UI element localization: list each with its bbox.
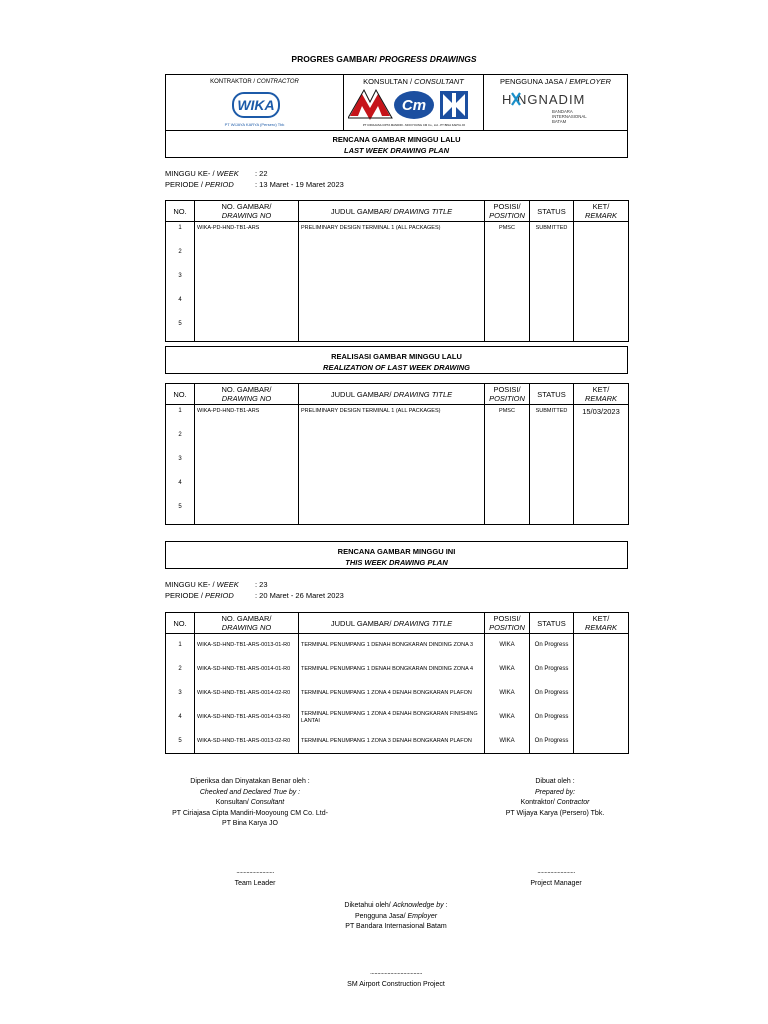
cell-title: PRELIMINARY DESIGN TERMINAL 1 (ALL PACKAGES)	[299, 405, 485, 429]
table-row	[166, 634, 629, 658]
cell-title	[299, 501, 485, 525]
cell-drawing-no	[195, 429, 299, 453]
svg-text:WIKA: WIKA	[237, 97, 275, 113]
table-row	[166, 246, 629, 270]
col-position: POSISI/ POSITION	[485, 201, 530, 222]
cell-position	[485, 294, 530, 318]
cell-drawing-no: WIKA-PD-HND-TB1-ARS	[195, 222, 299, 246]
col-no: NO.	[166, 384, 195, 405]
cell-position	[485, 501, 530, 525]
table-row	[166, 658, 629, 682]
consultant-sub: PT CIRIAJASA CIPTA MANDIRI - MOOYOUNG CM Co., Ltd - PT BINA KARYA JO	[362, 123, 466, 127]
table-row	[166, 222, 629, 246]
cell-remark	[574, 477, 629, 501]
table-row	[166, 706, 629, 730]
cell-position	[485, 270, 530, 294]
col-position: POSISI/ POSITION	[485, 613, 530, 634]
consultant-logos	[348, 88, 480, 122]
cell-status: SUBMITTED	[530, 222, 574, 246]
this-week-banner: RENCANA GAMBAR MINGGU INI THIS WEEK DRAWING PLAN	[165, 541, 628, 569]
cell-title: TERMINAL PENUMPANG 1 ZONA 3 DENAH BONGKARAN PLAFON	[299, 730, 485, 754]
cell-no: 1	[166, 634, 195, 658]
cell-status	[530, 318, 574, 342]
cell-remark	[574, 634, 629, 658]
sm-signature-line: ....................................	[369, 969, 422, 976]
cell-remark	[574, 429, 629, 453]
cell-title	[299, 429, 485, 453]
cell-remark	[574, 294, 629, 318]
binakarya-logo-icon	[440, 91, 468, 119]
cell-status: On Progress	[530, 634, 574, 658]
cell-drawing-no	[195, 246, 299, 270]
col-title: JUDUL GAMBAR/ DRAWING TITLE	[299, 613, 485, 634]
cell-no: 2	[166, 246, 195, 270]
cell-status	[530, 477, 574, 501]
team-leader-label: Team Leader	[234, 880, 276, 887]
cell-remark	[574, 501, 629, 525]
table-row	[166, 453, 629, 477]
col-remark: KET/ REMARK	[574, 384, 629, 405]
cell-status	[530, 453, 574, 477]
sm-label: SM Airport Construction Project	[347, 981, 445, 988]
cell-position: WIKA	[485, 634, 530, 658]
cell-remark	[574, 246, 629, 270]
cell-position: WIKA	[485, 730, 530, 754]
cell-no: 4	[166, 477, 195, 501]
cell-status: On Progress	[530, 658, 574, 682]
cell-no: 5	[166, 318, 195, 342]
cell-status: On Progress	[530, 706, 574, 730]
col-no: NO.	[166, 613, 195, 634]
cell-drawing-no: WIKA-PD-HND-TB1-ARS	[195, 405, 299, 429]
this-week-plan-table	[165, 612, 629, 754]
cell-no: 2	[166, 429, 195, 453]
cell-drawing-no: WIKA-SD-HND-TB1-ARS-0013-02-R0	[195, 730, 299, 754]
cell-drawing-no: WIKA-SD-HND-TB1-ARS-0013-01-R0	[195, 634, 299, 658]
consultant-label: KONSULTAN / CONSULTANT	[363, 77, 464, 86]
cell-status	[530, 429, 574, 453]
cell-no: 4	[166, 706, 195, 730]
employer-sub: BANDARA INTERNASIONAL BATAM	[552, 109, 587, 124]
cell-position: WIKA	[485, 706, 530, 730]
cell-remark	[574, 706, 629, 730]
cell-remark	[574, 658, 629, 682]
cell-position	[485, 429, 530, 453]
cell-no: 1	[166, 222, 195, 246]
cell-title: TERMINAL PENUMPANG 1 ZONA 4 DENAH BONGKARAN FINISHING LANTAI	[299, 706, 485, 730]
cell-position	[485, 453, 530, 477]
table-header-row	[166, 384, 629, 405]
cell-remark: 15/03/2023	[574, 405, 629, 429]
checked-by-block: Diperiksa dan Dinyatakan Benar oleh : Checked and Declared True by : Konsultan/ Consultant PT Ciriajasa Cipta Mandiri-Mooyoung CM Co. Ltd- PT Bina Karya JO	[172, 778, 328, 827]
cell-drawing-no	[195, 270, 299, 294]
table-header-row	[166, 613, 629, 634]
cell-position	[485, 246, 530, 270]
cell-no: 3	[166, 682, 195, 706]
cell-no: 4	[166, 294, 195, 318]
cell-title: TERMINAL PENUMPANG 1 DENAH BONGKARAN DINDING ZONA 4	[299, 658, 485, 682]
project-manager-signature-line: ..........................	[537, 868, 575, 875]
prepared-by-block: Dibuat oleh : Prepared by: Kontraktor/ Contractor PT Wijaya Karya (Persero) Tbk.	[505, 778, 605, 817]
cell-status	[530, 246, 574, 270]
table-row	[166, 270, 629, 294]
cell-no: 3	[166, 453, 195, 477]
cell-title: TERMINAL PENUMPANG 1 DENAH BONGKARAN DINDING ZONA 3	[299, 634, 485, 658]
cell-drawing-no	[195, 318, 299, 342]
contractor-cell	[166, 75, 344, 131]
table-row	[166, 405, 629, 429]
table-header-row	[166, 201, 629, 222]
realization-banner: REALISASI GAMBAR MINGGU LALU REALIZATION OF LAST WEEK DRAWING	[165, 346, 628, 374]
employer-cell	[484, 75, 627, 131]
hangnadim-logo	[502, 91, 612, 107]
employer-label: PENGGUNA JASA / EMPLOYER	[500, 77, 611, 86]
contractor-sub: PT WIJAYA KARYA (Persero) Tbk	[224, 122, 285, 127]
cell-remark	[574, 318, 629, 342]
cell-remark	[574, 270, 629, 294]
last-week-plan-table	[165, 200, 629, 342]
cell-drawing-no	[195, 294, 299, 318]
cell-position	[485, 477, 530, 501]
cell-status	[530, 270, 574, 294]
cell-position: PMSC	[485, 222, 530, 246]
cell-position: PMSC	[485, 405, 530, 429]
consultant-cell	[344, 75, 484, 131]
last-week-plan-header: RENCANA GAMBAR MINGGU LALU LAST WEEK DRAWING PLAN	[332, 135, 461, 155]
table-row	[166, 477, 629, 501]
team-leader-signature-line: ..........................	[236, 868, 274, 875]
cell-no: 2	[166, 658, 195, 682]
cell-position: WIKA	[485, 682, 530, 706]
cell-title	[299, 294, 485, 318]
table-row	[166, 294, 629, 318]
cell-title	[299, 246, 485, 270]
week22-meta: MINGGU KE- / WEEK : 22 PERIODE / PERIOD : 13 Maret - 19 Maret 2023	[165, 169, 344, 189]
cell-status	[530, 501, 574, 525]
cell-title	[299, 453, 485, 477]
cell-remark	[574, 682, 629, 706]
cell-title	[299, 318, 485, 342]
col-drawing-no: NO. GAMBAR/ DRAWING NO	[195, 201, 299, 222]
cell-no: 1	[166, 405, 195, 429]
cell-drawing-no: WIKA-SD-HND-TB1-ARS-0014-02-R0	[195, 682, 299, 706]
acknowledge-block: Diketahui oleh/ Acknowledge by : Pengguna Jasa/ Employer PT Bandara Internasional Batam	[344, 902, 448, 930]
realization-table	[165, 383, 629, 525]
page-title: PROGRES GAMBAR/ PROGRESS DRAWINGS	[291, 54, 477, 64]
cell-title: PRELIMINARY DESIGN TERMINAL 1 (ALL PACKAGES)	[299, 222, 485, 246]
mooyoung-logo-icon	[394, 91, 434, 119]
cell-drawing-no: WIKA-SD-HND-TB1-ARS-0014-03-R0	[195, 706, 299, 730]
cell-title	[299, 477, 485, 501]
svg-text:Cm: Cm	[401, 97, 427, 114]
col-title: JUDUL GAMBAR/ DRAWING TITLE	[299, 201, 485, 222]
table-row	[166, 501, 629, 525]
table-row	[166, 682, 629, 706]
col-title: JUDUL GAMBAR/ DRAWING TITLE	[299, 384, 485, 405]
cell-status: SUBMITTED	[530, 405, 574, 429]
cell-no: 5	[166, 501, 195, 525]
cell-status	[530, 294, 574, 318]
cell-remark	[574, 453, 629, 477]
cell-position	[485, 318, 530, 342]
cell-status: On Progress	[530, 682, 574, 706]
table-row	[166, 730, 629, 754]
week23-meta: MINGGU KE- / WEEK : 23 PERIODE / PERIOD : 20 Maret - 26 Maret 2023	[165, 580, 344, 600]
cell-position: WIKA	[485, 658, 530, 682]
col-status: STATUS	[530, 613, 574, 634]
col-status: STATUS	[530, 384, 574, 405]
col-remark: KET/ REMARK	[574, 201, 629, 222]
col-position: POSISI/ POSITION	[485, 384, 530, 405]
header-box	[165, 74, 628, 158]
table-row	[166, 429, 629, 453]
table-row	[166, 318, 629, 342]
project-manager-label: Project Manager	[530, 880, 582, 887]
cell-no: 3	[166, 270, 195, 294]
cell-status: On Progress	[530, 730, 574, 754]
col-drawing-no: NO. GAMBAR/ DRAWING NO	[195, 384, 299, 405]
cell-remark	[574, 730, 629, 754]
col-drawing-no: NO. GAMBAR/ DRAWING NO	[195, 613, 299, 634]
contractor-label: KONTRAKTOR / CONTRACTOR	[210, 79, 299, 85]
cell-title: TERMINAL PENUMPANG 1 ZONA 4 DENAH BONGKARAN PLAFON	[299, 682, 485, 706]
cell-drawing-no: WIKA-SD-HND-TB1-ARS-0014-01-R0	[195, 658, 299, 682]
cell-drawing-no	[195, 477, 299, 501]
cell-remark	[574, 222, 629, 246]
cell-drawing-no	[195, 501, 299, 525]
col-no: NO.	[166, 201, 195, 222]
cell-no: 5	[166, 730, 195, 754]
col-status: STATUS	[530, 201, 574, 222]
svg-text:H NGNADIM: H NGNADIM	[502, 92, 586, 107]
ciriajasa-logo-icon	[348, 90, 392, 120]
cell-drawing-no	[195, 453, 299, 477]
wika-logo	[232, 92, 280, 118]
col-remark: KET/ REMARK	[574, 613, 629, 634]
cell-title	[299, 270, 485, 294]
